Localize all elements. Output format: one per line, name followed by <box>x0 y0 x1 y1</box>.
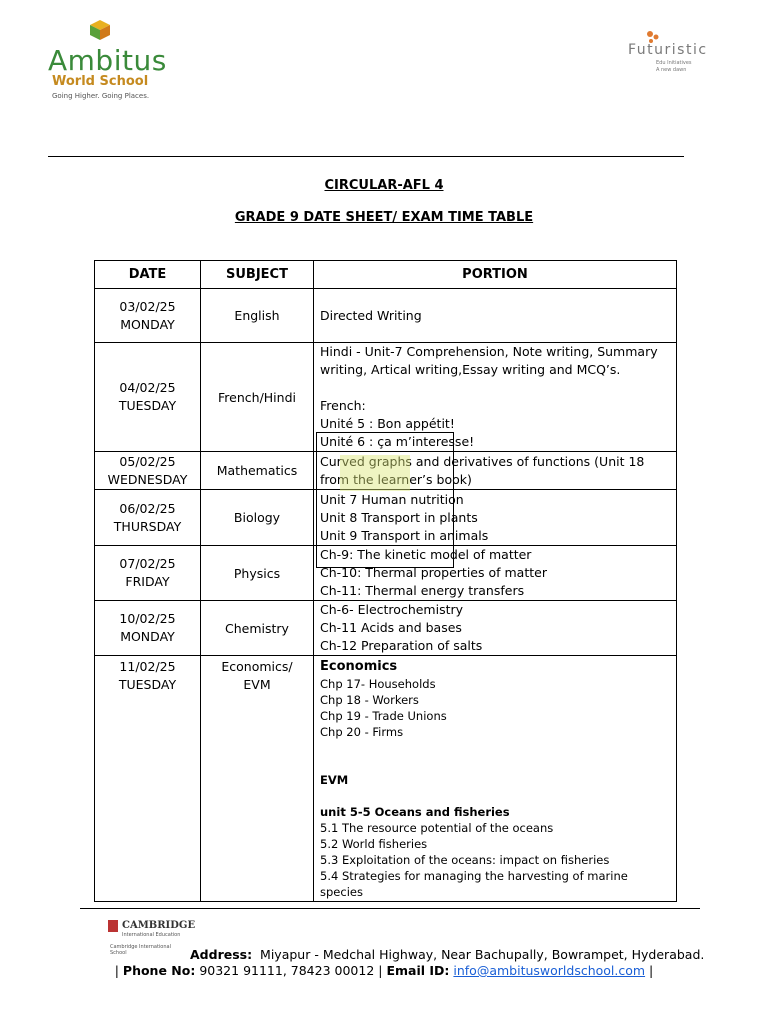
economics-heading: Economics <box>320 659 398 674</box>
header-subject: SUBJECT <box>201 261 314 289</box>
partner-name: Futuristic <box>628 42 708 58</box>
date-cell: 04/02/25 TUESDAY <box>95 343 201 452</box>
date-cell: 03/02/25 MONDAY <box>95 289 201 343</box>
table-header-row <box>95 261 677 289</box>
cambridge-logo: CAMBRIDGE International Education Cambridge International School <box>110 920 196 956</box>
exam-timetable <box>94 260 677 902</box>
subject-cell: English <box>201 289 314 343</box>
date-cell: 05/02/25 WEDNESDAY <box>95 452 201 490</box>
subject-cell: Biology <box>201 490 314 546</box>
partner-sub: Edu Initiatives <box>656 60 692 66</box>
portion-cell: Economics Chp 17- Households Chp 18 - Workers Chp 19 - Trade Unions Chp 20 - Firms EVM unit 5-5 Oceans and fisheries 5.1 The resource potential of the oceans 5.2 World fisheries 5.3 Exploitation of the oceans: impact on fisheries 5.4 Strategies for managing the harvesting of marine species <box>314 656 677 902</box>
school-name: Ambitus <box>48 44 167 77</box>
subject-cell: Chemistry <box>201 601 314 656</box>
school-tagline: Going Higher. Going Places. <box>52 92 150 100</box>
subject-cell: Economics/ EVM <box>201 656 314 902</box>
annotation-box <box>316 432 454 568</box>
portion-cell: Curved graphs and derivatives of functions (Unit 18 from the learner’s book) <box>314 452 677 490</box>
footer-divider <box>80 908 700 909</box>
header-portion: PORTION <box>314 261 677 289</box>
evm-unit: unit 5-5 Oceans and fisheries <box>320 805 510 819</box>
datesheet-title: GRADE 9 DATE SHEET/ EXAM TIME TABLE <box>234 210 534 225</box>
ambitus-logo <box>48 20 168 100</box>
footer-address: Address: Miyapur - Medchal Highway, Near Bachupally, Bowrampet, Hyderabad. <box>190 947 705 962</box>
header-date: DATE <box>95 261 201 289</box>
table-row <box>95 656 677 902</box>
date-cell: 07/02/25 FRIDAY <box>95 546 201 601</box>
subject-cell: French/Hindi <box>201 343 314 452</box>
table-row <box>95 601 677 656</box>
portion-cell: Hindi - Unit-7 Comprehension, Note writing, Summary writing, Artical writing,Essay writing and MCQ’s. French: Unité 5 : Bon appétit! Unité 6 : ça m’interesse! <box>314 343 677 452</box>
evm-heading: EVM <box>320 773 349 787</box>
header-divider <box>48 156 684 157</box>
portion-cell: Ch-9: The kinetic model of matter Ch-10: Thermal properties of matter Ch-11: Thermal energy transfers <box>314 546 677 601</box>
circular-title: CIRCULAR-AFL 4 <box>324 178 444 193</box>
table-row <box>95 289 677 343</box>
date-cell: 10/02/25 MONDAY <box>95 601 201 656</box>
partner-sub2: A new dawn <box>656 67 687 73</box>
cube-logo-icon <box>90 20 110 40</box>
email-link[interactable]: info@ambitusworldschool.com <box>453 963 646 978</box>
footer-contact: | Phone No: 90321 91111, 78423 00012 | Email ID: info@ambitusworldschool.com | <box>114 963 654 978</box>
subject-cell: Physics <box>201 546 314 601</box>
school-sub: World School <box>52 74 149 89</box>
portion-cell: Directed Writing <box>314 289 677 343</box>
date-cell: 06/02/25 THURSDAY <box>95 490 201 546</box>
date-cell: 11/02/25 TUESDAY <box>95 656 201 902</box>
portion-cell: Ch-6- Electrochemistry Ch-11 Acids and bases Ch-12 Preparation of salts <box>314 601 677 656</box>
portion-cell: Unit 7 Human nutrition Unit 8 Transport in plants Unit 9 Transport in animals <box>314 490 677 546</box>
subject-cell: Mathematics <box>201 452 314 490</box>
futuristic-logo <box>626 30 712 74</box>
cambridge-shield-icon <box>108 920 118 932</box>
